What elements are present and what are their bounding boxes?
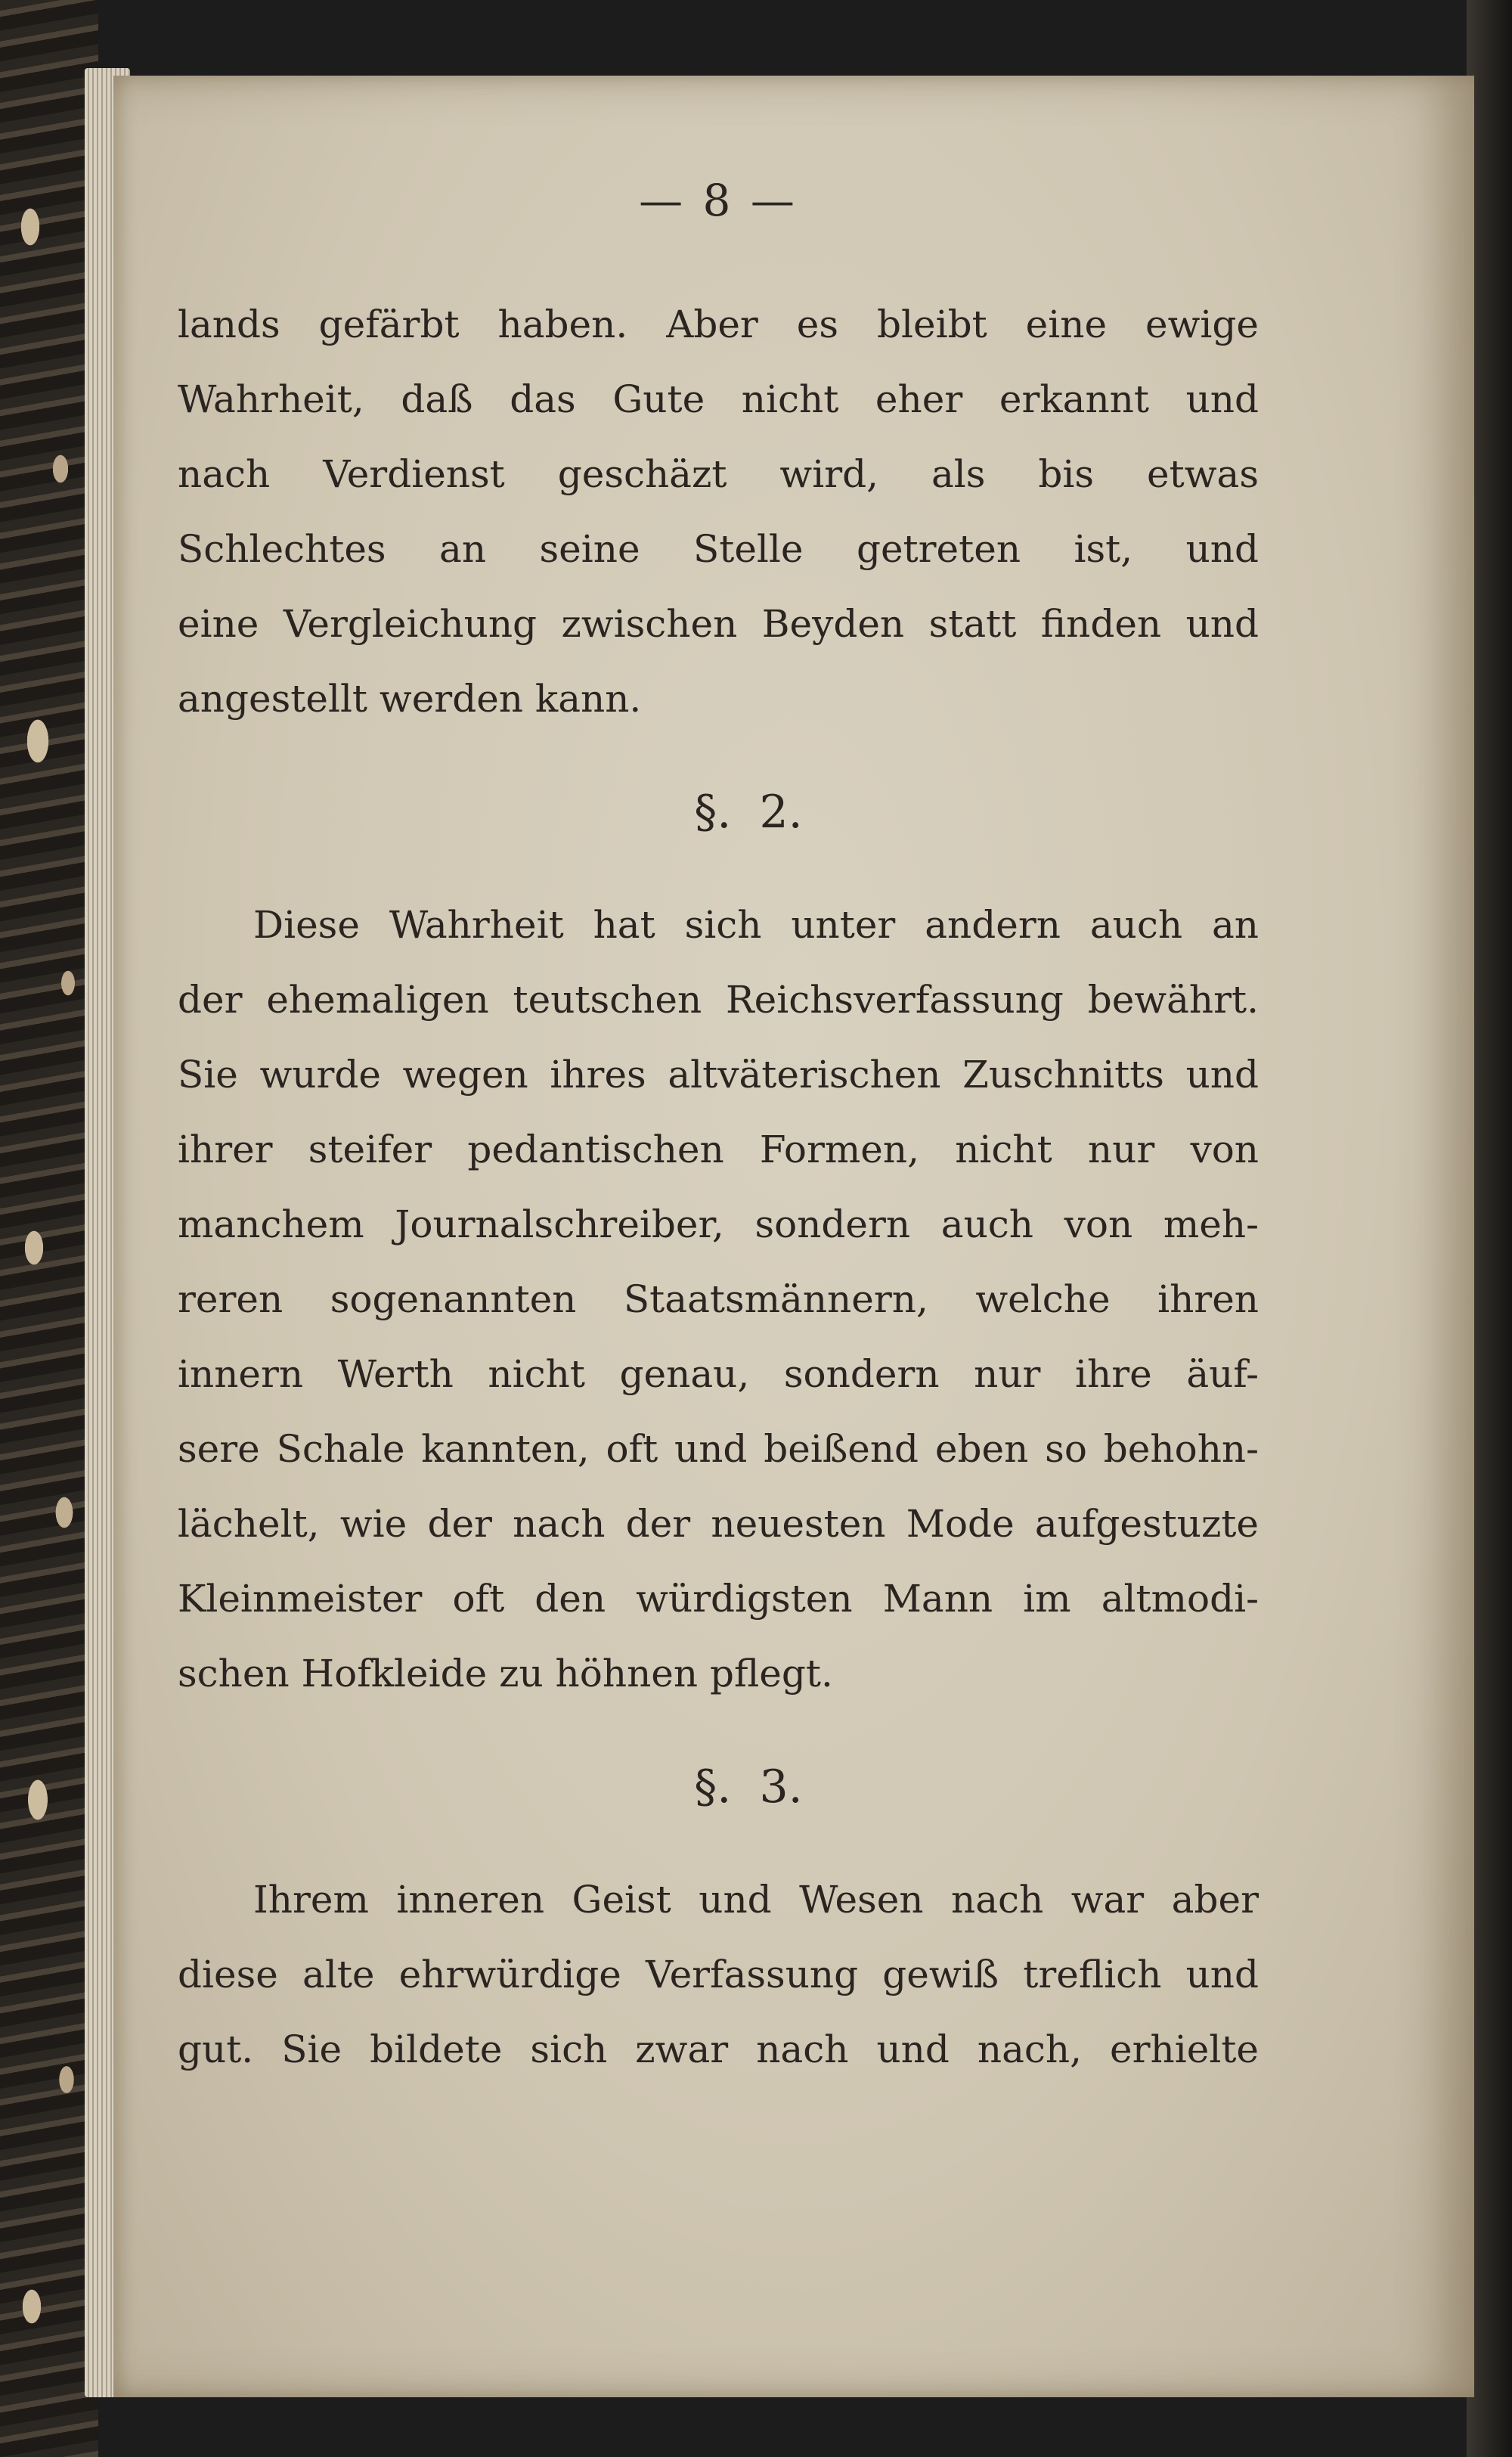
text-line: lächelt, wie der nach der neuesten Mode aufgestuzte xyxy=(178,1502,1259,1546)
marbled-cover-board xyxy=(0,0,98,2457)
section-heading-2: §. 2. xyxy=(694,786,803,839)
text-line: schen Hofkleide zu höhnen pflegt. xyxy=(178,1652,833,1695)
text-line: gut. Sie bildete sich zwar nach und nach, erhielte xyxy=(178,2027,1259,2071)
text-line: angestellt werden kann. xyxy=(178,677,642,721)
text-line: Ihrem inneren Geist und Wesen nach war aber xyxy=(253,1878,1259,1922)
paragraph-continuation xyxy=(178,287,1259,737)
text-line: ihrer steifer pedantischen Formen, nicht nur von xyxy=(178,1128,1259,1171)
text-line: sere Schale kannten, oft und beißend eben so behohn- xyxy=(178,1427,1259,1471)
text-line: Diese Wahrheit hat sich unter andern auch an xyxy=(253,903,1259,947)
text-line: innern Werth nicht genau, sondern nur ihre äuf- xyxy=(178,1352,1259,1396)
page-text xyxy=(178,166,1259,2087)
text-line: diese alte ehrwürdige Verfassung gewiß treflich und xyxy=(178,1953,1259,1996)
paragraph-section-2 xyxy=(178,888,1259,1711)
text-line: eine Vergleichung zwischen Beyden statt finden und xyxy=(178,602,1259,646)
paragraph-section-3 xyxy=(178,1863,1259,2087)
page-number: — 8 — xyxy=(639,175,798,226)
text-line: manchem Journalschreiber, sondern auch von meh- xyxy=(178,1202,1259,1246)
section-heading-3: §. 3. xyxy=(694,1761,803,1813)
text-line: der ehemaligen teutschen Reichsverfassung bewährt. xyxy=(178,978,1259,1022)
text-line: reren sogenannten Staatsmännern, welche ihren xyxy=(178,1277,1259,1321)
text-line: Wahrheit, daß das Gute nicht eher erkannt und xyxy=(178,377,1259,421)
text-line: Kleinmeister oft den würdigsten Mann im altmodi- xyxy=(178,1577,1259,1621)
text-line: lands gefärbt haben. Aber es bleibt eine ewige xyxy=(178,302,1259,346)
text-line: nach Verdienst geschäzt wird, als bis etwas xyxy=(178,452,1259,496)
text-line: Sie wurde wegen ihres altväterischen Zuschnitts und xyxy=(178,1053,1259,1097)
text-line: Schlechtes an seine Stelle getreten ist, und xyxy=(178,527,1259,571)
